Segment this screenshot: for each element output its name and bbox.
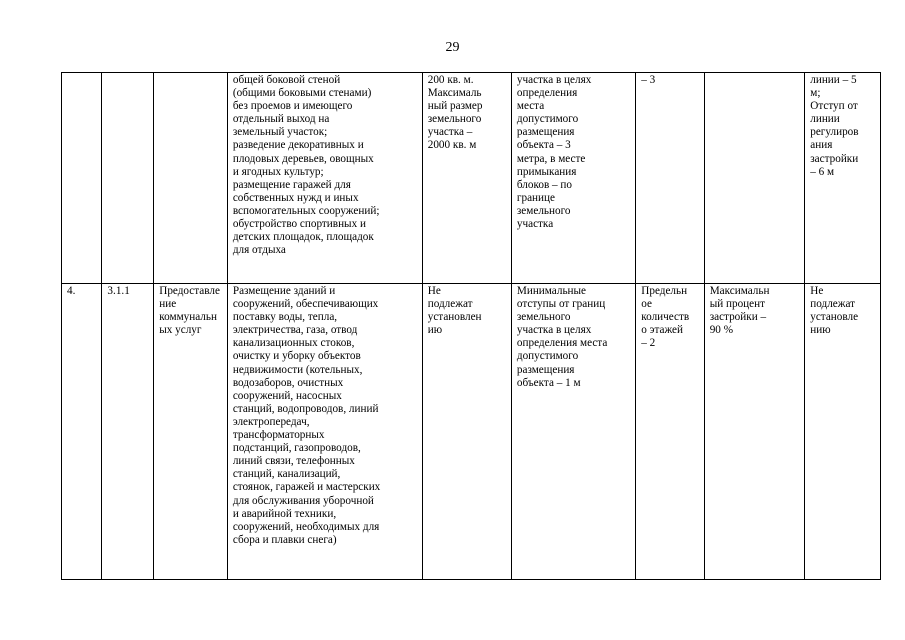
cell-use-type: Предоставле ние коммунальн ых услуг <box>154 284 228 580</box>
cell-code: 3.1.1 <box>102 284 154 580</box>
cell-other: линии – 5 м; Отступ от линии регулиров ания застройки – 6 м <box>805 73 881 284</box>
cell-plot-size: 200 кв. м. Максималь ный размер земельного участка – 2000 кв. м <box>422 73 511 284</box>
land-use-regulations-table <box>61 72 881 580</box>
cell-description: Размещение зданий и сооружений, обеспечивающих поставку воды, тепла, электричества, газа, отвод канализационных стоков, очистку и уборку объектов недвижимости (котельных, водозаборов, очистных сооружений, насосных станций, водопроводов, линий электропередач, трансформаторных подстанций, газопроводов, линий связи, телефонных станций, канализаций, стоянок, гаражей и мастерских для обслуживания уборочной и аварийной техники, сооружений, необходимых для сбора и плавки снега) <box>227 284 422 580</box>
cell-number <box>62 73 102 284</box>
cell-floors: Предельн ое количеств о этажей – 2 <box>636 284 704 580</box>
cell-description: общей боковой стеной (общими боковыми стенами) без проемов и имеющего отдельный выход на земельный участок; разведение декоративных и плодовых деревьев, овощных и ягодных культур; размещение гаражей для собственных нужд и иных вспомогательных сооружений; обустройство спортивных и детских площадок, площадок для отдыха <box>227 73 422 284</box>
cell-other: Не подлежат установле нию <box>805 284 881 580</box>
cell-use-type <box>154 73 228 284</box>
cell-plot-size: Не подлежат установлен ию <box>422 284 511 580</box>
cell-number: 4. <box>62 284 102 580</box>
cell-coverage: Максимальн ый процент застройки – 90 % <box>704 284 805 580</box>
cell-code <box>102 73 154 284</box>
table-row <box>62 73 881 284</box>
cell-coverage <box>704 73 805 284</box>
cell-setbacks: участка в целях определения места допустимого размещения объекта – 3 метра, в месте примыкания блоков – по границе земельного участка <box>511 73 635 284</box>
table-row <box>62 284 881 580</box>
cell-floors: – 3 <box>636 73 704 284</box>
page-number: 29 <box>445 40 460 55</box>
cell-setbacks: Минимальные отступы от границ земельного участка в целях определения места допустимого размещения объекта – 1 м <box>511 284 635 580</box>
